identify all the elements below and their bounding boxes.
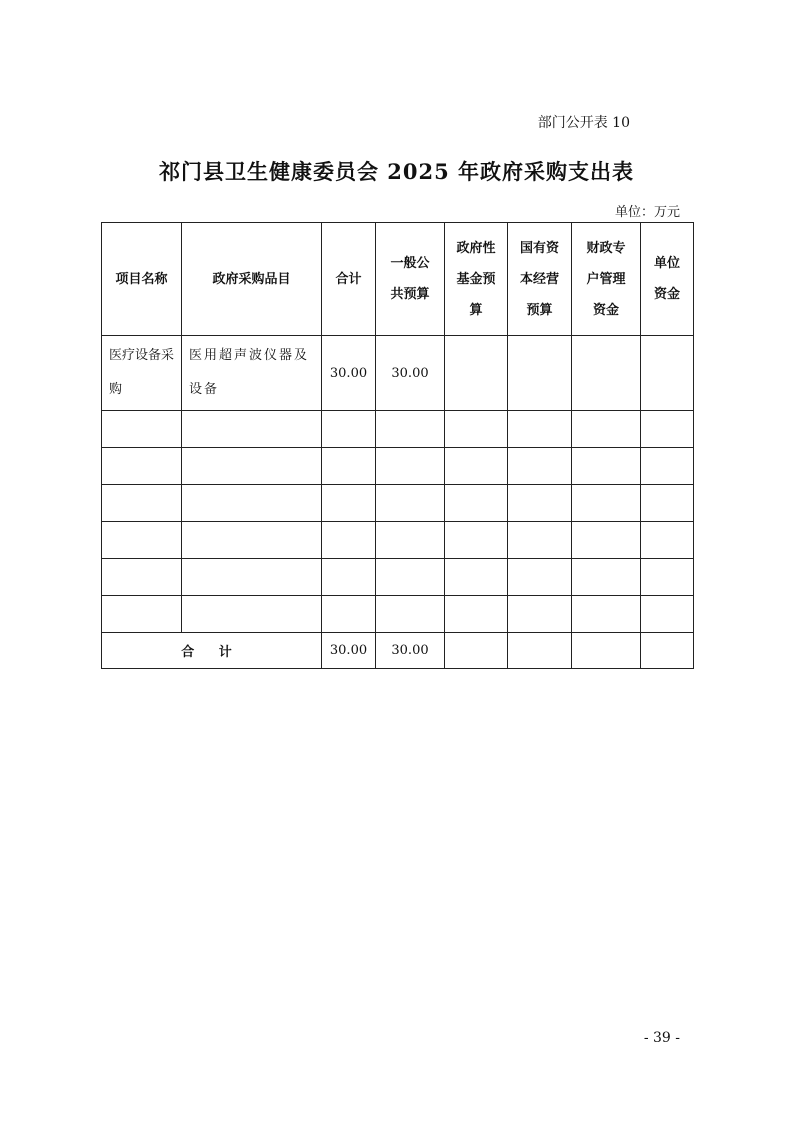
total-special-account xyxy=(572,633,641,669)
cell-total: 30.00 xyxy=(322,336,376,411)
total-label: 合 计 xyxy=(102,633,322,669)
total-unit-funds xyxy=(641,633,694,669)
col-header-unit-funds: 单位资金 xyxy=(641,223,694,336)
cell-project: 医疗设备采购 xyxy=(102,336,182,411)
total-gov-fund xyxy=(445,633,508,669)
empty-row xyxy=(102,596,694,633)
col-header-gov-fund: 政府性基金预算 xyxy=(445,223,508,336)
empty-row xyxy=(102,411,694,448)
cell-general-budget: 30.00 xyxy=(376,336,445,411)
col-header-item: 政府采购品目 xyxy=(182,223,322,336)
cell-state-capital xyxy=(508,336,572,411)
table-row xyxy=(102,336,694,411)
col-header-project: 项目名称 xyxy=(102,223,182,336)
header-row xyxy=(102,223,694,336)
table-number: 部门公开表 10 xyxy=(537,115,630,131)
total-sum: 30.00 xyxy=(322,633,376,669)
cell-gov-fund xyxy=(445,336,508,411)
empty-row xyxy=(102,448,694,485)
page-title: 祁门县卫生健康委员会 2025 年政府采购支出表 xyxy=(158,159,635,184)
cell-unit-funds xyxy=(641,336,694,411)
procurement-table xyxy=(101,222,694,669)
total-state-capital xyxy=(508,633,572,669)
empty-row xyxy=(102,485,694,522)
col-header-total: 合计 xyxy=(322,223,376,336)
col-header-special-account: 财政专户管理资金 xyxy=(572,223,641,336)
empty-row xyxy=(102,559,694,596)
total-general-budget: 30.00 xyxy=(376,633,445,669)
page-number: - 39 - xyxy=(643,1030,680,1046)
unit-label: 单位：万元 xyxy=(614,205,680,220)
total-row xyxy=(102,633,694,669)
cell-special-account xyxy=(572,336,641,411)
cell-item: 医用超声波仪器及设备 xyxy=(182,336,322,411)
empty-row xyxy=(102,522,694,559)
col-header-state-capital: 国有资本经营预算 xyxy=(508,223,572,336)
col-header-general-budget: 一般公共预算 xyxy=(376,223,445,336)
